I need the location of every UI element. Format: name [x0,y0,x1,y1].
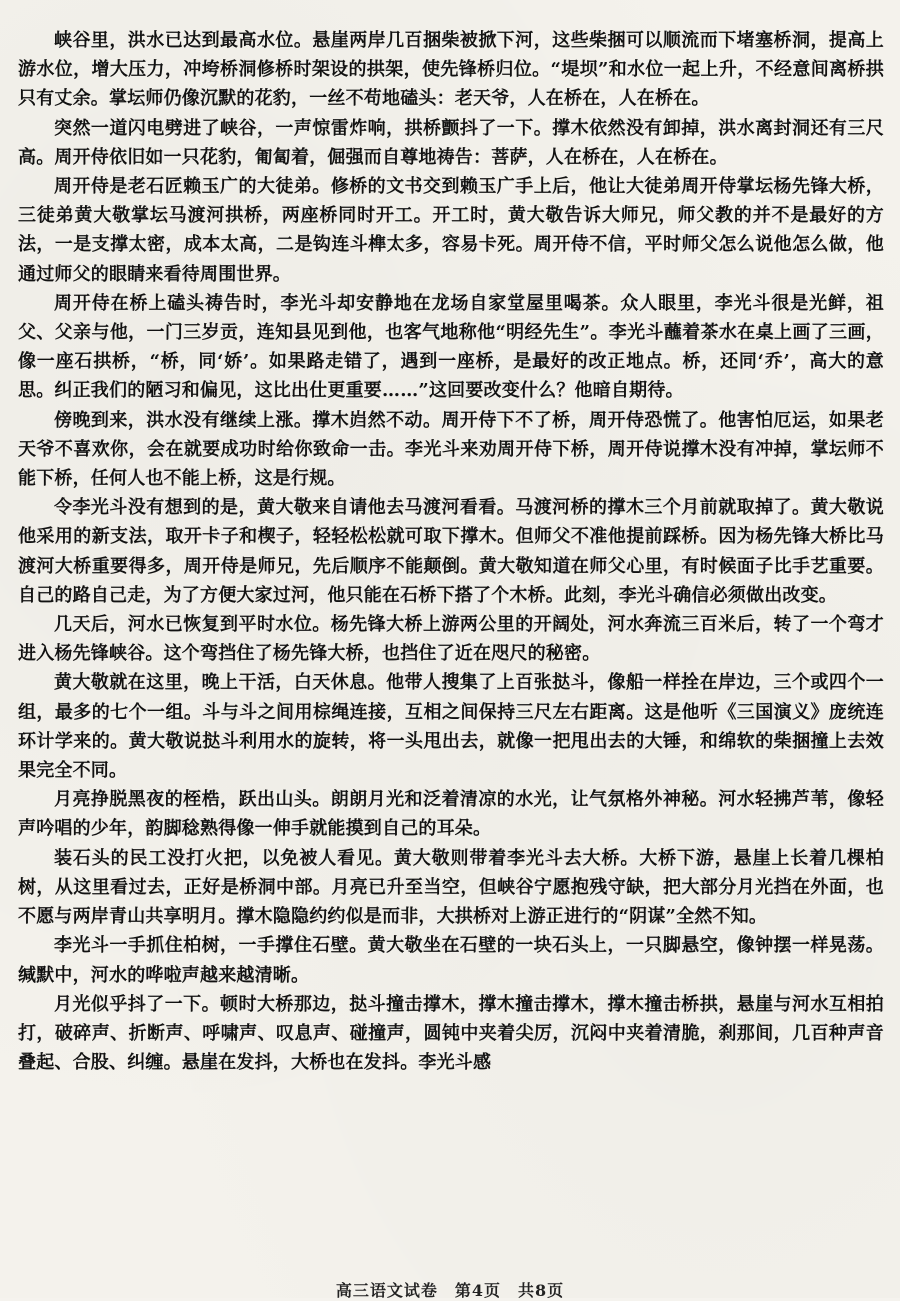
paragraph: 傍晚到来，洪水没有继续上涨。撑木岿然不动。周开侍下不了桥，周开侍恐慌了。他害怕厄运，如果老天爷不喜欢你，会在就要成功时给你致命一击。李光斗来劝周开侍下桥，周开侍说撑木没有冲掉，掌坛师不能下桥，任何人也不能上桥，这是行规。 [18,409,884,490]
paragraph: 黄大敬就在这里，晚上干活，白天休息。他带人搜集了上百张挞斗，像船一样拴在岸边，三个或四个一组，最多的七个一组。斗与斗之间用棕绳连接，互相之间保持三尺左右距离。这是他听《三国演义》庞统连环计学来的。黄大敬说挞斗利用水的旋转，将一头甩出去，就像一把甩出去的大锤，和绵软的柴捆撞上去效果完全不同。 [18,672,884,782]
paragraph: 周开侍是老石匠赖玉广的大徒弟。修桥的文书交到赖玉广手上后，他让大徒弟周开侍掌坛杨先锋大桥，三徒弟黄大敬掌坛马渡河拱桥，两座桥同时开工。开工时，黄大敬告诉大师兄，师父教的并不是最好的方法，一是支撑太密，成本太高，二是钩连斗榫太多，容易卡死。周开侍不信，平时师父怎么说他怎么做，他通过师父的眼睛来看待周围世界。 [18,176,884,285]
paragraph: 突然一道闪电劈进了峡谷，一声惊雷炸响，拱桥颤抖了一下。撑木依然没有卸掉，洪水离封洞还有三尺高。周开侍依旧如一只花豹，匍匐着，倔强而自尊地祷告：菩萨，人在桥在，人在桥在。 [18,117,884,168]
paragraph: 月光似乎抖了一下。顿时大桥那边，挞斗撞击撑木，撑木撞击撑木，撑木撞击桥拱，悬崖与河水互相拍打，破碎声、折断声、呼啸声、叹息声、碰撞声，圆钝中夹着尖厉，沉闷中夹着清脆，刹那间，几百种声音叠起、合股、纠缠。悬崖在发抖，大桥也在发抖。李光斗感 [18,993,884,1074]
paragraph: 装石头的民工没打火把，以免被人看见。黄大敬则带着李光斗去大桥。大桥下游，悬崖上长着几棵柏树，从这里看过去，正好是桥洞中部。月亮已升至当空，但峡谷宁愿抱残守缺，把大部分月光挡在外面，也不愿与两岸青山共享明月。撑木隐隐约约似是而非，大拱桥对上游正进行的“阴谋”全然不知。 [18,847,884,928]
paragraph: 周开侍在桥上磕头祷告时，李光斗却安静地在龙场自家堂屋里喝茶。众人眼里，李光斗很是光鲜，祖父、父亲与他，一门三岁贡，连知县见到他，也客气地称他“明经先生”。李光斗蘸着茶水在桌上画了三画，像一座石拱桥，“桥，同‘娇’。如果路走错了，遇到一座桥，是最好的改正地点。桥，还同‘乔’，高大的意思。纠正我们的陋习和偏见，这比出仕更重要……”这回要改变什么？他暗自期待。 [18,292,884,402]
paragraph: 李光斗一手抓住柏树，一手撑住石壁。黄大敬坐在石壁的一块石头上，一只脚悬空，像钟摆一样晃荡。缄默中，河水的哗啦声越来越清晰。 [18,935,884,986]
paragraph: 几天后，河水已恢复到平时水位。杨先锋大桥上游两公里的开阔处，河水奔流三百米后，转了一个弯才进入杨先锋峡谷。这个弯挡住了杨先锋大桥，也挡住了近在咫尺的秘密。 [18,614,884,665]
paragraph: 令李光斗没有想到的是，黄大敬来自请他去马渡河看看。马渡河桥的撑木三个月前就取掉了。黄大敬说他采用的新支法，取开卡子和楔子，轻轻松松就可取下撑木。但师父不准他提前踩桥。因为杨先锋大桥比马渡河大桥重要得多，周开侍是师兄，先后顺序不能颠倒。黄大敬知道在师父心里，有时候面子比手艺重要。自己的路自己走，为了方便大家过河，他只能在石桥下搭了个木桥。此刻，李光斗确信必须做出改变。 [18,497,884,606]
paragraph: 峡谷里，洪水已达到最高水位。悬崖两岸几百捆柴被掀下河，这些柴捆可以顺流而下堵塞桥洞，提高上游水位，增大压力，冲垮桥洞修桥时架设的拱架，使先锋桥归位。“堤坝”和水位一起上升，不经意间离桥拱只有丈余。掌坛师仍像沉默的花豹，一丝不苟地磕头：老天爷，人在桥在，人在桥在。 [18,30,884,110]
page-footer: 高三语文试卷 第4页 共8页 [335,1281,565,1300]
paragraph: 月亮挣脱黑夜的桎梏，跃出山头。朗朗月光和泛着清凉的水光，让气氛格外神秘。河水轻拂芦苇，像轻声吟唱的少年，韵脚稔熟得像一伸手就能摸到自己的耳朵。 [18,789,884,840]
article-body [18,26,884,1077]
